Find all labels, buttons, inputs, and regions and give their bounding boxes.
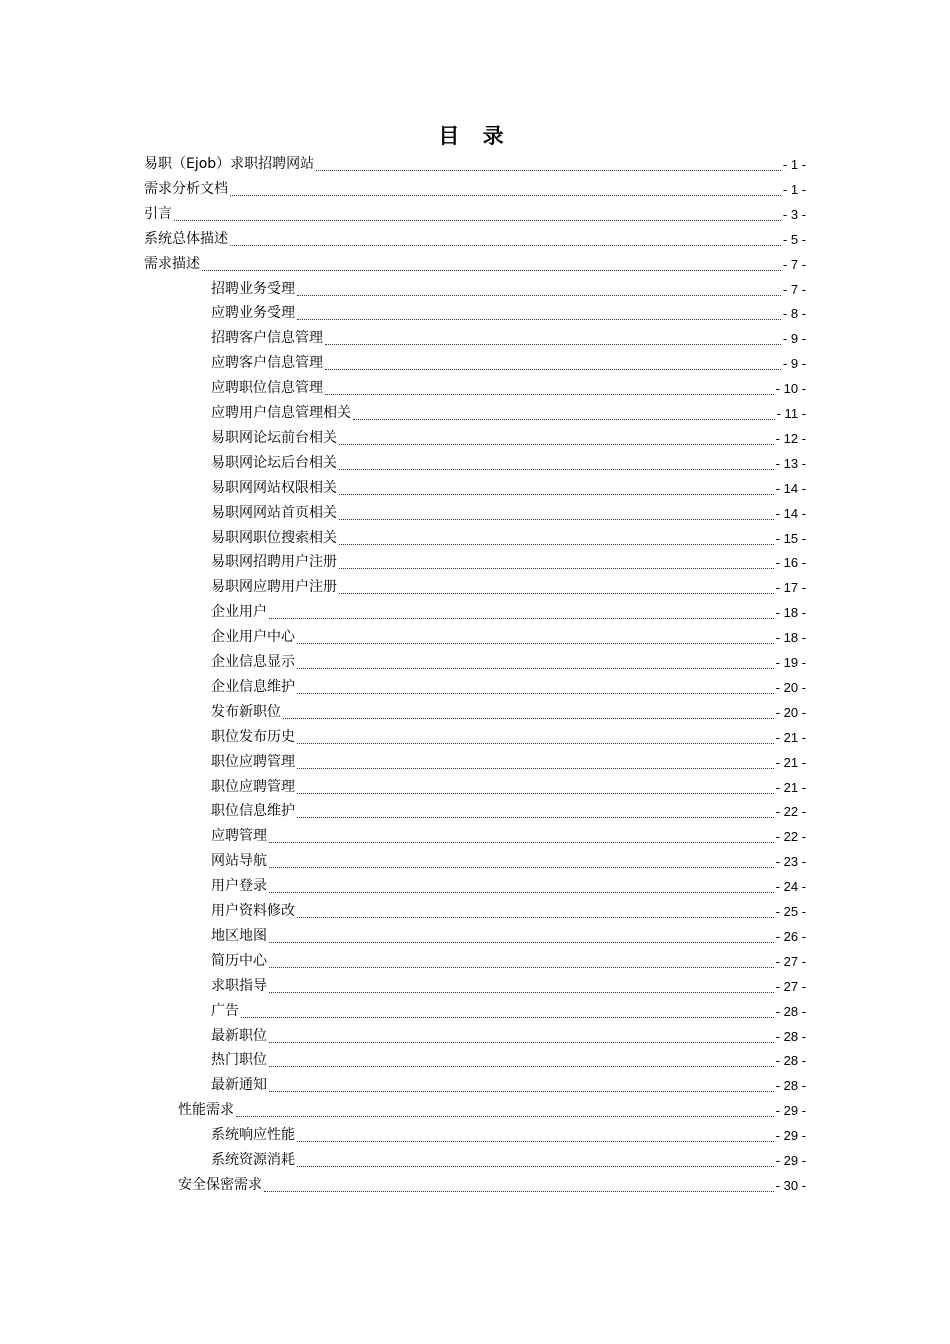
toc-entry-label: 易职网招聘用户注册 xyxy=(211,554,337,571)
toc-dot-leader xyxy=(339,544,774,545)
toc-dot-leader xyxy=(269,618,774,619)
toc-entry[interactable] xyxy=(144,227,806,252)
toc-dot-leader xyxy=(269,1091,774,1092)
toc-dot-leader xyxy=(325,369,781,370)
toc-entry-page-number: - 21 - xyxy=(775,729,806,745)
toc-entry-label: 职位信息维护 xyxy=(211,803,295,820)
toc-entry-label: 引言 xyxy=(144,205,172,222)
toc-entry-page-number: - 20 - xyxy=(775,704,806,720)
toc-entry[interactable] xyxy=(211,625,806,650)
toc-entry-label: 需求描述 xyxy=(144,255,200,272)
toc-dot-leader xyxy=(297,643,774,644)
toc-entry-page-number: - 18 - xyxy=(775,630,806,646)
toc-entry-label: 用户登录 xyxy=(211,878,267,895)
toc-entry-label: 最新职位 xyxy=(211,1027,267,1044)
toc-entry-label: 易职网应聘用户注册 xyxy=(211,579,337,596)
toc-dot-leader xyxy=(269,942,774,943)
toc-dot-leader xyxy=(269,967,774,968)
toc-entry-label: 需求分析文档 xyxy=(144,180,228,197)
toc-entry-page-number: - 18 - xyxy=(775,605,806,621)
toc-entry[interactable] xyxy=(211,849,806,874)
toc-entry[interactable] xyxy=(211,650,806,675)
toc-entry-page-number: - 22 - xyxy=(775,804,806,820)
toc-entry-page-number: - 7 - xyxy=(782,256,806,272)
toc-dot-leader xyxy=(339,519,774,520)
toc-dot-leader xyxy=(283,718,774,719)
toc-entry-page-number: - 15 - xyxy=(775,530,806,546)
toc-entry-page-number: - 7 - xyxy=(782,281,806,297)
toc-entry-page-number: - 28 - xyxy=(775,1053,806,1069)
toc-entry-label: 企业用户 xyxy=(211,604,267,621)
toc-entry-page-number: - 20 - xyxy=(775,679,806,695)
toc-dot-leader xyxy=(297,793,774,794)
toc-dot-leader xyxy=(297,817,774,818)
toc-entry-label: 应聘管理 xyxy=(211,828,267,845)
toc-entry-label: 职位应聘管理 xyxy=(211,778,295,795)
toc-entry[interactable] xyxy=(211,775,806,800)
toc-entry-page-number: - 28 - xyxy=(775,1028,806,1044)
toc-entry-label: 应聘用户信息管理相关 xyxy=(211,405,351,421)
toc-entry-page-number: - 9 - xyxy=(782,356,806,372)
toc-entry-page-number: - 13 - xyxy=(775,455,806,471)
toc-entry-label: 求职指导 xyxy=(211,977,267,994)
toc-entry-page-number: - 16 - xyxy=(775,555,806,571)
toc-dot-leader xyxy=(316,170,781,171)
toc-entry-page-number: - 24 - xyxy=(775,879,806,895)
toc-dot-leader xyxy=(297,1166,774,1167)
toc-entry-label: 地区地图 xyxy=(211,927,267,944)
toc-entry-label: 企业信息维护 xyxy=(211,678,295,695)
toc-entry[interactable] xyxy=(211,799,806,824)
toc-entry[interactable] xyxy=(144,202,806,227)
toc-entry[interactable] xyxy=(211,1123,806,1148)
toc-entry[interactable] xyxy=(211,476,806,501)
toc-entry-page-number: - 27 - xyxy=(775,978,806,994)
toc-entry[interactable] xyxy=(211,1048,806,1073)
toc-entry-label: 最新通知 xyxy=(211,1077,267,1094)
toc-entry[interactable] xyxy=(211,451,806,476)
toc-dot-leader xyxy=(269,992,774,993)
toc-entry[interactable] xyxy=(211,1148,806,1173)
toc-entry[interactable] xyxy=(211,600,806,625)
toc-entry-label: 性能需求 xyxy=(178,1102,234,1119)
toc-dot-leader xyxy=(297,917,774,918)
toc-entry-label: 广告 xyxy=(211,1002,239,1019)
toc-entry-label: 易职网职位搜索相关 xyxy=(211,529,337,546)
toc-entry-label: 简历中心 xyxy=(211,952,267,969)
toc-entry[interactable] xyxy=(211,974,806,999)
toc-entry-page-number: - 21 - xyxy=(775,779,806,795)
toc-entry-label: 职位发布历史 xyxy=(211,728,295,745)
toc-entry[interactable] xyxy=(144,152,806,177)
toc-dot-leader xyxy=(269,892,774,893)
toc-entry[interactable] xyxy=(211,874,806,899)
toc-dot-leader xyxy=(230,195,781,196)
toc-dot-leader xyxy=(339,568,774,569)
toc-entry[interactable] xyxy=(211,376,806,401)
toc-dot-leader xyxy=(174,220,781,221)
toc-entry-label: 用户资料修改 xyxy=(211,903,295,919)
toc-entry-label: 应聘客户信息管理 xyxy=(211,355,323,372)
toc-entry-label: 企业用户中心 xyxy=(211,629,295,646)
toc-dot-leader xyxy=(269,1042,774,1043)
toc-entry[interactable] xyxy=(211,750,806,775)
toc-entry[interactable] xyxy=(211,550,806,575)
toc-dot-leader xyxy=(339,469,774,470)
toc-entry[interactable] xyxy=(211,675,806,700)
toc-entry-page-number: - 1 - xyxy=(782,157,806,172)
toc-entry[interactable] xyxy=(178,1173,806,1198)
toc-dot-leader xyxy=(202,270,781,271)
toc-dot-leader xyxy=(339,444,774,445)
toc-entry[interactable] xyxy=(211,277,806,302)
toc-entry-page-number: - 29 - xyxy=(775,1128,806,1144)
toc-entry-page-number: - 9 - xyxy=(782,331,806,347)
toc-entry[interactable] xyxy=(144,252,806,277)
toc-entry-label: 安全保密需求 xyxy=(178,1176,262,1193)
toc-entry-page-number: - 30 - xyxy=(775,1177,806,1193)
toc-entry[interactable] xyxy=(211,401,806,426)
toc-entry[interactable] xyxy=(211,351,806,376)
toc-entry[interactable] xyxy=(211,526,806,551)
toc-entry-page-number: - 29 - xyxy=(775,1153,806,1168)
toc-entry[interactable] xyxy=(211,501,806,526)
toc-dot-leader xyxy=(269,842,774,843)
toc-entry-label: 企业信息显示 xyxy=(211,654,295,670)
toc-entry-page-number: - 23 - xyxy=(775,854,806,870)
toc-entry-page-number: - 8 - xyxy=(782,306,806,322)
toc-dot-leader xyxy=(297,768,774,769)
toc-entry[interactable] xyxy=(211,949,806,974)
toc-dot-leader xyxy=(339,593,774,594)
toc-entry-page-number: - 29 - xyxy=(775,1103,806,1119)
toc-entry-page-number: - 12 - xyxy=(775,430,806,446)
toc-entry-label: 系统资源消耗 xyxy=(211,1152,295,1168)
toc-entry-label: 网站导航 xyxy=(211,853,267,870)
toc-entry-page-number: - 21 - xyxy=(775,754,806,770)
toc-entry-page-number: - 11 - xyxy=(776,406,806,421)
toc-entry-page-number: - 28 - xyxy=(775,1078,806,1094)
toc-entry[interactable] xyxy=(211,1073,806,1098)
toc-entry[interactable] xyxy=(211,999,806,1024)
toc-dot-leader xyxy=(353,419,775,420)
toc-entry-label: 招聘业务受理 xyxy=(211,280,295,297)
toc-dot-leader xyxy=(230,245,781,246)
toc-dot-leader xyxy=(325,394,774,395)
toc-entry-label: 发布新职位 xyxy=(211,703,281,720)
toc-dot-leader xyxy=(264,1191,774,1192)
toc-entry-label: 热门职位 xyxy=(211,1052,267,1069)
toc-entry-label: 招聘客户信息管理 xyxy=(211,330,323,347)
toc-entry-page-number: - 14 - xyxy=(775,505,806,521)
toc-dot-leader xyxy=(297,1141,774,1142)
toc-dot-leader xyxy=(269,867,774,868)
toc-entry[interactable] xyxy=(211,899,806,924)
toc-dot-leader xyxy=(297,743,774,744)
toc-entry[interactable] xyxy=(178,1098,806,1123)
toc-entry[interactable] xyxy=(211,824,806,849)
toc-dot-leader xyxy=(269,1066,774,1067)
toc-entry[interactable] xyxy=(211,924,806,949)
toc-entry-page-number: - 14 - xyxy=(775,480,806,496)
toc-entry-page-number: - 26 - xyxy=(775,928,806,944)
toc-entry-page-number: - 27 - xyxy=(775,953,806,969)
toc-entry-label: 职位应聘管理 xyxy=(211,753,295,770)
toc-entry[interactable] xyxy=(211,326,806,351)
toc-entry[interactable] xyxy=(211,700,806,725)
toc-dot-leader xyxy=(241,1017,774,1018)
toc-entry-page-number: - 1 - xyxy=(782,181,806,197)
toc-entry-page-number: - 28 - xyxy=(775,1003,806,1019)
toc-dot-leader xyxy=(297,668,774,669)
toc-entry-page-number: - 3 - xyxy=(782,206,806,222)
toc-dot-leader xyxy=(339,494,774,495)
toc-entry[interactable] xyxy=(211,426,806,451)
toc-dot-leader xyxy=(236,1116,774,1117)
toc-entry-label: 易职网网站权限相关 xyxy=(211,479,337,496)
toc-entry[interactable] xyxy=(211,725,806,750)
toc-entry-label: 易职网网站首页相关 xyxy=(211,504,337,521)
toc-entry[interactable] xyxy=(211,1024,806,1049)
toc-entry-label: 系统响应性能 xyxy=(211,1127,295,1144)
toc-entry-label: 系统总体描述 xyxy=(144,230,228,247)
toc-entry-label: 易职网论坛后台相关 xyxy=(211,454,337,471)
toc-entry[interactable] xyxy=(211,575,806,600)
toc-entry-label: 应聘职位信息管理 xyxy=(211,380,323,397)
toc-dot-leader xyxy=(325,344,781,345)
toc-entry-label: 易职（Ejob）求职招聘网站 xyxy=(144,156,315,172)
toc-dot-leader xyxy=(297,319,781,320)
toc-entry-page-number: - 22 - xyxy=(775,829,806,845)
toc-entry-label: 应聘业务受理 xyxy=(211,305,295,322)
toc-entry-page-number: - 5 - xyxy=(782,231,806,247)
toc-entry[interactable] xyxy=(211,301,806,326)
toc-entry-page-number: - 17 - xyxy=(775,580,806,596)
toc-entry-label: 易职网论坛前台相关 xyxy=(211,429,337,446)
toc-dot-leader xyxy=(297,693,774,694)
toc-entry-page-number: - 25 - xyxy=(775,904,806,919)
toc-title: 目 录 xyxy=(438,124,512,148)
toc-entry-page-number: - 10 - xyxy=(775,381,806,397)
toc-entry-page-number: - 19 - xyxy=(775,655,806,670)
toc-dot-leader xyxy=(297,295,781,296)
toc-entry[interactable] xyxy=(144,177,806,202)
